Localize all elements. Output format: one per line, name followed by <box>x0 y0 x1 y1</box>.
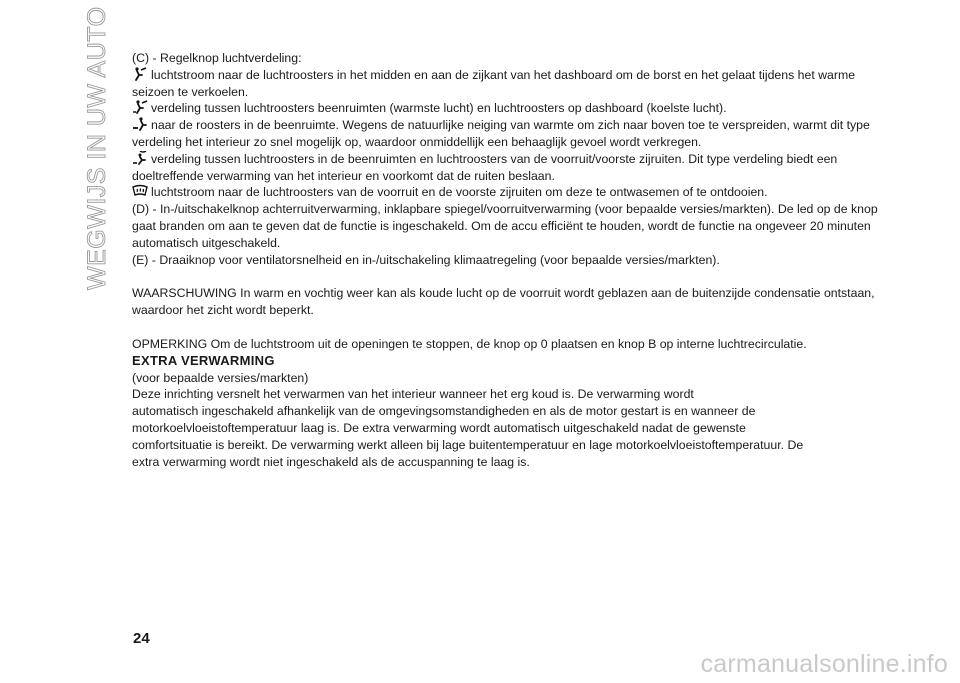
item-airflow-feet-text: naar de roosters in de beenruimte. Wegens de natuurlijke neiging van warmte om zich naar boven toe te verspreiden, warmt dit type verdeling het interieur zo snel mogelijk op, waardoor onmiddellijk een behaaglijk gevoel wordt verkregen. <box>132 118 870 149</box>
chapter-side-title: WEGWIJS IN UW AUTO <box>83 6 111 290</box>
section-line: automatisch ingeschakeld afhankelijk van de omgevingsomstandigheden en als de motor gestart is en wanneer de <box>132 404 756 419</box>
item-c-label: (C) - Regelknop luchtverdeling: <box>132 51 302 65</box>
page-number: 24 <box>133 630 150 647</box>
item-d-description: (D) - In-/uitschakelknop achterruitverwarming, inklapbare spiegel/voorruitverwarming (voor bepaalde versies/markten). De led op de knop gaat branden om aan te geven dat de functie is ingeschakeld. Om de accu efficiënt te houden, wordt de functie na ongeveer 20 minuten automatisch uitgeschakeld. <box>132 202 878 250</box>
item-airflow-feet-windshield-text: verdeling tussen luchtroosters in de beenruimten en luchtroosters van de voorruit/voorste zijruiten. Dit type verdeling biedt een doeltreffende verwarming van het interieur en voorkomt dat de ruiten beslaan. <box>132 151 838 183</box>
section-line: motorkoelvloeistoftemperatuur laag is. De extra verwarming wordt automatisch uitgeschakeld nadat de gewenste <box>132 420 746 435</box>
item-airflow-face <box>132 67 880 101</box>
section-subheading: (voor bepaalde versies/markten) <box>132 370 309 385</box>
airflow-face-icon <box>132 67 148 81</box>
item-airflow-feet <box>132 117 880 151</box>
item-defrost-windshield <box>132 184 880 201</box>
item-airflow-feet-windshield <box>132 151 880 185</box>
item-airflow-face-text: luchtstroom naar de luchtroosters in het midden en aan de zijkant van het dashboard om de borst en het gelaat tijdens het warme seizoen te verkoelen. <box>132 67 856 99</box>
section-line: Deze inrichting versnelt het verwarmen van het interieur wanneer het erg koud is. De verwarming wordt <box>132 387 694 402</box>
site-watermark: carmanualsonline.info <box>700 650 948 678</box>
note-text: OPMERKING Om de luchtstroom uit de openingen te stoppen, de knop op 0 plaatsen en knop B op interne luchtrecirculatie. <box>132 336 807 351</box>
section-line: comfortsituatie is bereikt. De verwarming werkt alleen bij lage buitentemperatuur en lage motorkoelvloeistoftemperatuur. De <box>132 437 804 452</box>
item-defrost-windshield-text: luchtstroom naar de luchtroosters van de voorruit en de voorste zijruiten om deze te ontwasemen of te ontdooien. <box>151 185 768 200</box>
airflow-face-feet-icon <box>132 100 148 114</box>
item-e-description: (E) - Draaiknop voor ventilatorsnelheid en in-/uitschakeling klimaatregeling (voor bepaalde versies/markten). <box>132 252 720 267</box>
section-heading: EXTRA VERWARMING <box>132 352 275 368</box>
item-airflow-face-feet <box>132 100 880 117</box>
airflow-feet-windshield-icon <box>132 151 148 165</box>
airflow-feet-icon <box>132 117 148 131</box>
section-line: extra verwarming wordt niet ingeschakeld als de accuspanning te laag is. <box>132 454 530 469</box>
warning-text: WAARSCHUWING In warm en vochtig weer kan als koude lucht op de voorruit wordt geblazen aan de buitenzijde condensatie ontstaan, waardoor het zicht wordt beperkt. <box>132 286 875 318</box>
defrost-windshield-icon <box>132 184 148 198</box>
page-content <box>132 50 880 470</box>
item-airflow-face-feet-text: verdeling tussen luchtroosters beenruimten (warmste lucht) en luchtroosters op dashboard (koelste lucht). <box>151 101 727 116</box>
